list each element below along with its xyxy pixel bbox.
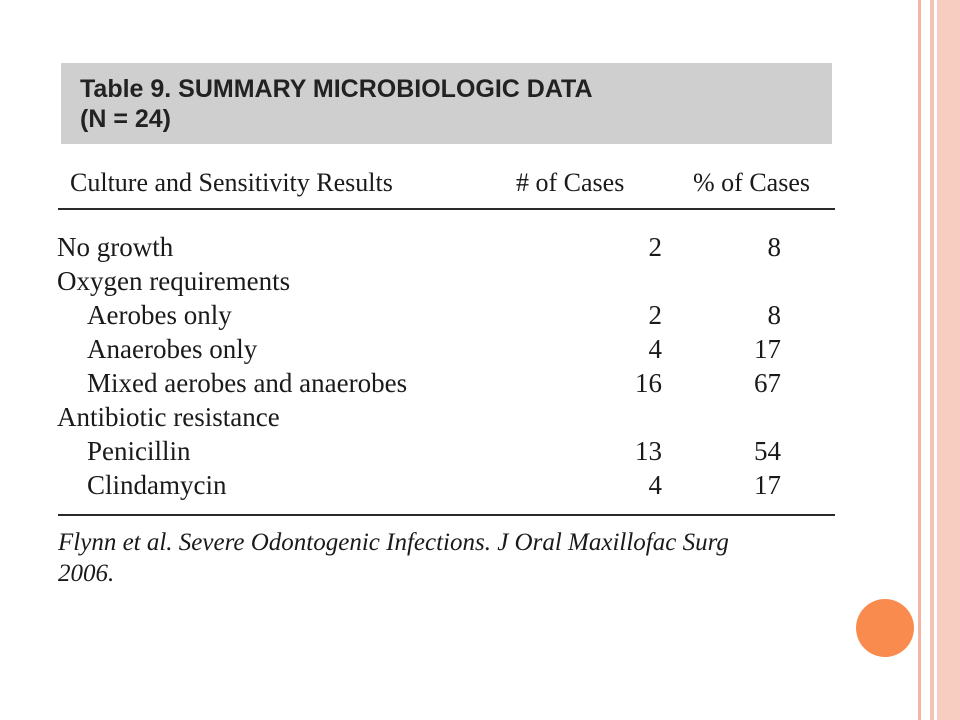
table-row	[57, 230, 837, 264]
column-header-percent: % of Cases	[693, 168, 810, 197]
row-percent: 17	[754, 334, 781, 364]
table-row	[57, 468, 837, 502]
citation	[58, 527, 848, 589]
row-percent: 8	[767, 300, 781, 330]
row-percent: 8	[767, 232, 781, 262]
row-label: Penicillin	[87, 436, 191, 466]
border-stripe-outer	[937, 0, 960, 720]
row-count: 13	[635, 436, 662, 466]
row-percent: 67	[754, 368, 781, 398]
border-gap	[921, 0, 930, 720]
citation-line1: Flynn et al. Severe Odontogenic Infections. J Oral Maxillofac Surg	[58, 529, 729, 556]
row-label: Clindamycin	[87, 470, 227, 500]
table-row	[57, 400, 837, 434]
row-count: 16	[635, 368, 662, 398]
accent-dot	[856, 599, 914, 657]
table-row	[57, 434, 837, 468]
row-label: No growth	[57, 232, 174, 262]
table-header-rule	[58, 208, 835, 210]
row-count: 2	[648, 232, 662, 262]
table-row	[57, 366, 837, 400]
citation-line2: 2006.	[58, 560, 115, 587]
row-count: 4	[648, 470, 662, 500]
table-header-row	[61, 168, 836, 204]
row-count: 2	[648, 300, 662, 330]
table-row	[57, 264, 837, 298]
row-count: 4	[648, 334, 662, 364]
table-title-line2: (N = 24)	[80, 105, 172, 133]
row-label: Anaerobes only	[87, 334, 258, 364]
row-label: Aerobes only	[87, 300, 232, 330]
table-row	[57, 298, 837, 332]
table-row	[57, 332, 837, 366]
row-percent: 54	[754, 436, 781, 466]
table-title-line1: Table 9. SUMMARY MICROBIOLOGIC DATA	[80, 75, 593, 103]
table-title	[80, 74, 800, 134]
table-bottom-rule	[58, 514, 835, 516]
column-header-count: # of Cases	[516, 168, 625, 197]
row-label: Mixed aerobes and anaerobes	[87, 368, 408, 398]
row-percent: 17	[754, 470, 781, 500]
column-header-results: Culture and Sensitivity Results	[70, 168, 393, 197]
row-section-label: Oxygen requirements	[57, 266, 291, 296]
row-section-label: Antibiotic resistance	[57, 402, 280, 432]
